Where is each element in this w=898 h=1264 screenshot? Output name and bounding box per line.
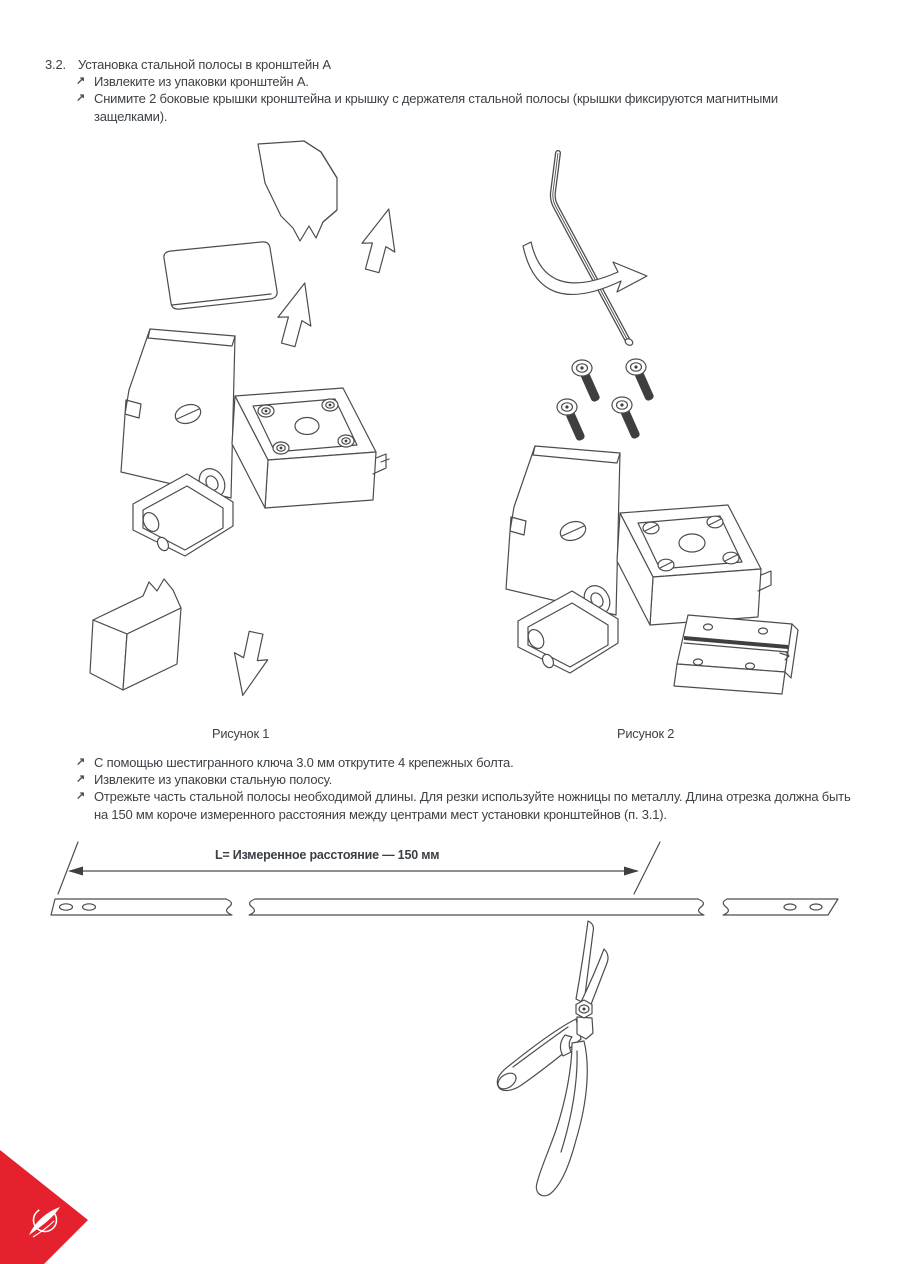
shears-blades bbox=[576, 921, 608, 1007]
side-cover-piece bbox=[258, 141, 337, 241]
list-item bbox=[45, 788, 853, 822]
brand-logo bbox=[0, 1140, 100, 1264]
list-item bbox=[45, 90, 839, 124]
shears-pivot-nut bbox=[576, 1000, 592, 1018]
steel-strip bbox=[51, 899, 838, 915]
figure1-exploded-bracket-illustration bbox=[85, 138, 425, 718]
section-number: 3.2. bbox=[45, 57, 66, 72]
hex-key bbox=[553, 153, 634, 347]
bracket-a-assembly bbox=[121, 329, 389, 556]
section-title: Установка стальной полосы в кронштейн А bbox=[78, 57, 331, 72]
arrow-up-icon bbox=[356, 205, 405, 276]
step-text: С помощью шестигранного ключа 3.0 мм открутите 4 крепежных болта. bbox=[94, 755, 514, 770]
arrow-up-icon bbox=[272, 279, 321, 350]
arrow-bullet-icon: ↗ bbox=[76, 773, 86, 786]
fixing-screws bbox=[557, 359, 655, 442]
arrow-down-icon bbox=[226, 629, 273, 699]
arrow-bullet-icon: ↗ bbox=[76, 756, 86, 768]
cover-plate-piece bbox=[164, 242, 277, 309]
figure1-caption: Рисунок 1 bbox=[212, 726, 270, 741]
strip-holder-block bbox=[674, 615, 798, 694]
dimension-lines bbox=[58, 842, 660, 894]
list-item bbox=[45, 754, 853, 771]
section-heading bbox=[45, 56, 839, 73]
step-text: Извлеките из упаковки стальную полосу. bbox=[94, 772, 333, 788]
figure2-unscrew-bolts-illustration bbox=[495, 148, 840, 713]
steel-strip-diagram bbox=[45, 838, 898, 923]
figure2-caption: Рисунок 2 bbox=[617, 726, 675, 741]
strip-dimension-label: L= Измеренное расстояние — 150 мм bbox=[215, 848, 440, 862]
step-text: Отрежьте часть стальной полосы необходимой длины. Для резки используйте ножницы по металлу. Длина отрезка должна быть на 150 мм короче измеренного расстояния между центрами мест установки кронштейнов (п. 3.1). bbox=[94, 789, 851, 822]
arrow-bullet-icon: ↗ bbox=[76, 790, 86, 803]
arrow-bullet-icon: ↗ bbox=[76, 75, 86, 88]
logo-red-diamond bbox=[0, 1150, 88, 1264]
list-item bbox=[45, 771, 853, 788]
list-item bbox=[45, 73, 839, 90]
cutting-steps-block bbox=[45, 754, 853, 823]
holder-cover-piece bbox=[90, 579, 181, 690]
step-text: Извлеките из упаковки кронштейн А. bbox=[94, 74, 309, 90]
metal-shears-illustration bbox=[480, 915, 710, 1207]
rotate-arrow-icon bbox=[523, 242, 647, 294]
section-3-2-block bbox=[45, 56, 839, 125]
arrow-bullet-icon: ↗ bbox=[76, 92, 86, 105]
step-text: Снимите 2 боковые крышки кронштейна и крышку с держателя стальной полосы (крышки фиксируются магнитными защелками). bbox=[94, 91, 778, 124]
